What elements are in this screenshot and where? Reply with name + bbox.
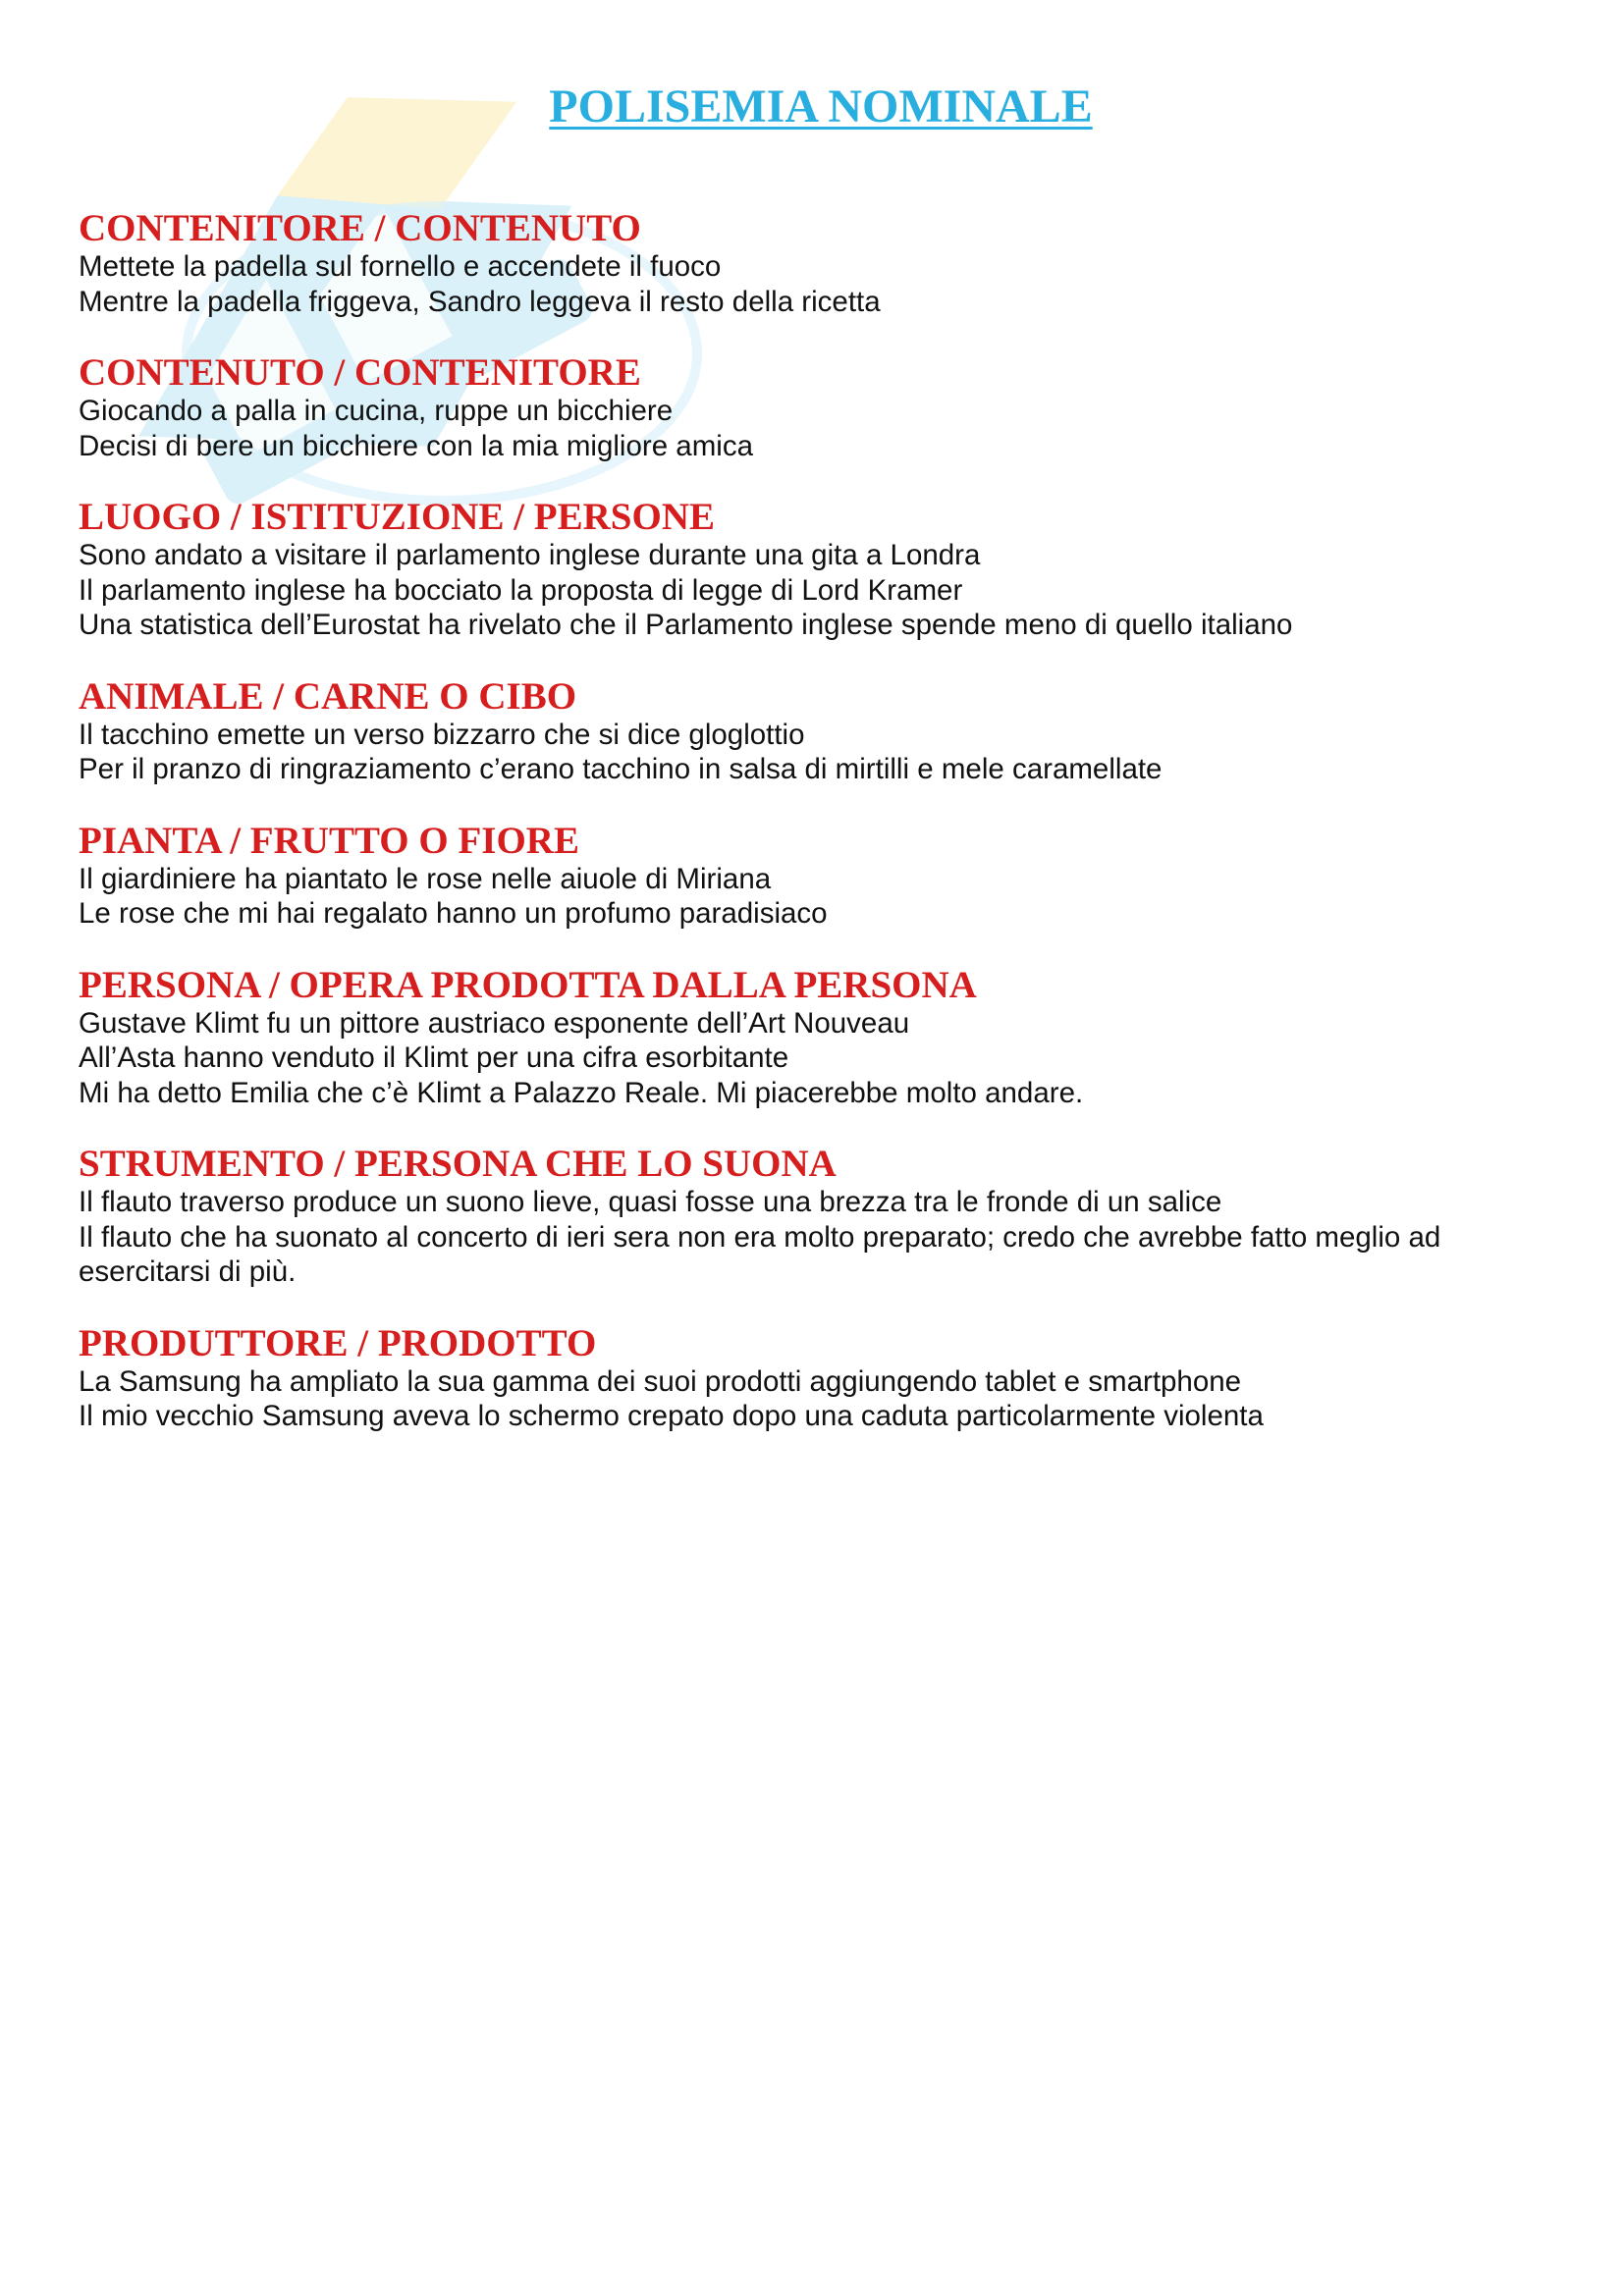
example-sentence: Le rose che mi hai regalato hanno un profumo paradisiaco [79,897,828,930]
example-sentence: Il parlamento inglese ha bocciato la proposta di legge di Lord Kramer [79,573,963,607]
example-sentence: Mentre la padella friggeva, Sandro leggeva il resto della ricetta [79,285,881,318]
example-sentence: La Samsung ha ampliato la sua gamma dei suoi prodotti aggiungendo tablet e smartphone [79,1364,1242,1398]
example-sentence: Il flauto traverso produce un suono lieve, quasi fosse una brezza tra le fronde di un salice [79,1186,1222,1218]
section-block [79,1144,1551,1290]
example-sentence: Il giardiniere ha piantato le rose nelle aiuole di Miriana [79,862,772,895]
section-block [79,676,1551,787]
example-sentence: Il flauto che ha suonato al concerto di ieri sera non era molto preparato; credo che avrebbe fatto meglio ad esercitarsi di più. [79,1220,1441,1288]
section-heading: LUOGO / ISTITUZIONE / PERSONE [79,496,715,538]
section-heading: CONTENITORE / CONTENUTO [79,207,641,249]
section-heading: PERSONA / OPERA PRODOTTA DALLA PERSONA [79,963,977,1006]
section-block [79,208,1551,319]
example-sentence: All’Asta hanno venduto il Klimt per una cifra esorbitante [79,1041,789,1074]
section-block [79,821,1551,932]
example-sentence: Gustave Klimt fu un pittore austriaco esponente dell’Art Nouveau [79,1006,910,1040]
section-heading: PIANTA / FRUTTO O FIORE [79,819,579,862]
section-list [79,208,1551,1434]
example-sentence: Una statistica dell’Eurostat ha rivelato che il Parlamento inglese spende meno di quello italiano [79,609,1293,641]
example-sentence: Il tacchino emette un verso bizzarro che si dice gloglottio [79,718,805,751]
section-heading: CONTENUTO / CONTENITORE [79,351,641,394]
section-block [79,497,1551,643]
example-sentence: Sono andato a visitare il parlamento inglese durante una gita a Londra [79,539,981,571]
section-heading: STRUMENTO / PERSONA CHE LO SUONA [79,1143,837,1185]
example-sentence: Il mio vecchio Samsung aveva lo schermo crepato dopo una caduta particolarmente violenta [79,1400,1264,1432]
section-block [79,352,1551,463]
document-content [79,77,1551,1468]
example-sentence: Mettete la padella sul fornello e accendete il fuoco [79,250,722,283]
section-block [79,965,1551,1111]
page-title: POLISEMIA NOMINALE [549,80,1093,133]
section-block [79,1323,1551,1434]
example-sentence: Giocando a palla in cucina, ruppe un bicchiere [79,395,674,427]
example-sentence: Mi ha detto Emilia che c’è Klimt a Palazzo Reale. Mi piacerebbe molto andare. [79,1076,1084,1109]
example-sentence: Per il pranzo di ringraziamento c’erano tacchino in salsa di mirtilli e mele caramellate [79,753,1163,785]
section-heading: ANIMALE / CARNE O CIBO [79,674,577,718]
section-heading: PRODUTTORE / PRODOTTO [79,1321,597,1364]
example-sentence: Decisi di bere un bicchiere con la mia migliore amica [79,429,753,462]
